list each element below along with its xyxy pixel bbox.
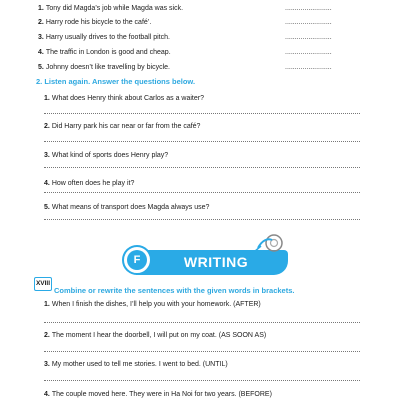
question-1: 1. What does Henry think about Carlos as a waiter? xyxy=(44,95,204,102)
tf-item-5: 5. Johnny doesn’t like travelling by bicycle. xyxy=(38,64,170,71)
tf-answer-1[interactable]: ........................ xyxy=(285,5,332,12)
answer-line-q4[interactable] xyxy=(44,192,360,193)
answer-line-q1[interactable] xyxy=(44,113,360,114)
writing-item-2: 2. The moment I hear the doorbell, I will put on my coat. (AS SOON AS) xyxy=(44,332,267,339)
section-number-badge: XVIII xyxy=(34,277,52,291)
pen-nib-icon xyxy=(252,232,288,254)
tf-answer-3[interactable]: ........................ xyxy=(285,34,332,41)
question-4: 4. How often does he play it? xyxy=(44,180,135,187)
answer-line-q2[interactable] xyxy=(44,141,360,142)
tf-answer-5[interactable]: ........................ xyxy=(285,64,332,71)
tf-answer-4[interactable]: ........................ xyxy=(285,49,332,56)
tf-item-1: 1. Tony did Magda’s job while Magda was sick. xyxy=(38,5,184,12)
question-3: 3. What kind of sports does Henry play? xyxy=(44,152,169,159)
question-5: 5. What means of transport does Magda always use? xyxy=(44,204,210,211)
section-letter: F xyxy=(127,250,147,270)
tf-item-4: 4. The traffic in London is good and cheap. xyxy=(38,49,171,56)
listen-again-instruction: 2. Listen again. Answer the questions below. xyxy=(36,77,196,86)
question-2: 2. Did Harry park his car near or far from the café? xyxy=(44,123,201,130)
writing-banner xyxy=(112,232,294,280)
answer-line-q5[interactable] xyxy=(44,219,360,220)
section-title: WRITING xyxy=(183,254,249,270)
tf-item-3: 3. Harry usually drives to the football pitch. xyxy=(38,34,170,41)
writing-instruction: Combine or rewrite the sentences with the given words in brackets. xyxy=(54,286,295,295)
answer-line-q3[interactable] xyxy=(44,167,360,168)
tf-item-2: 2. Harry rode his bicycle to the café’. xyxy=(38,19,152,26)
writing-item-4: 4. The couple moved here. They were in Ha Noi for two years. (BEFORE) xyxy=(44,391,272,398)
writing-answer-line-3[interactable] xyxy=(44,380,360,381)
writing-answer-line-2[interactable] xyxy=(44,351,360,352)
writing-answer-line-1[interactable] xyxy=(44,322,360,323)
section-letter-circle xyxy=(122,245,152,275)
tf-answer-2[interactable]: ........................ xyxy=(285,19,332,26)
writing-item-1: 1. When I finish the dishes, I’ll help you with your homework. (AFTER) xyxy=(44,301,261,308)
writing-item-3: 3. My mother used to tell me stories. I went to bed. (UNTIL) xyxy=(44,361,228,368)
